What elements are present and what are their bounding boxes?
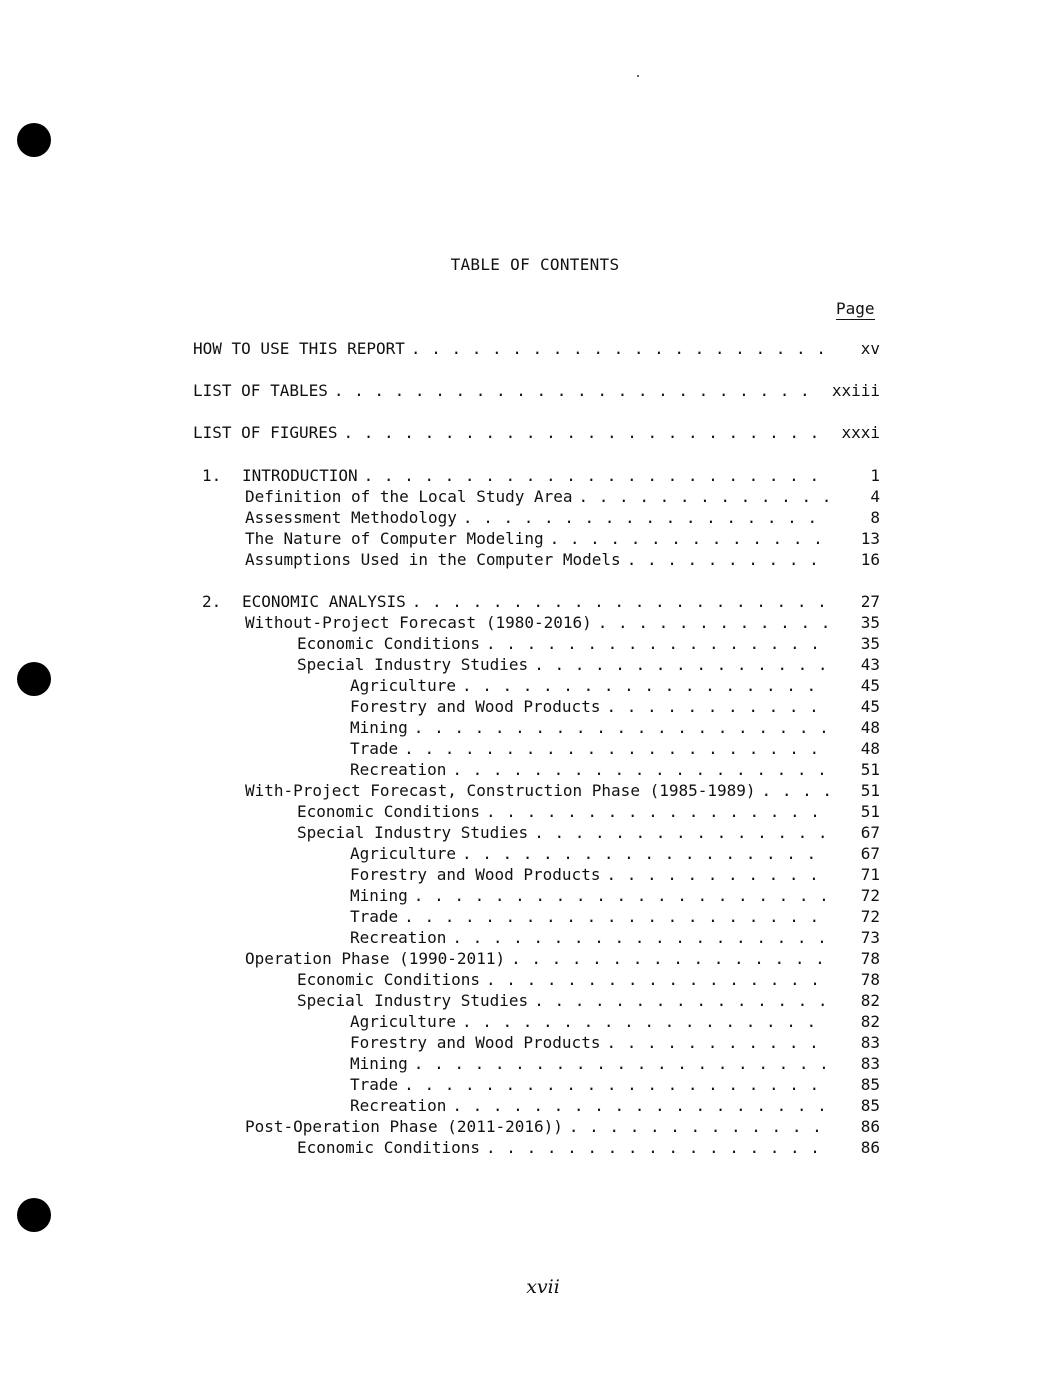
toc-entry[interactable] [193,339,880,361]
toc-entry-page: xxiii [831,381,880,400]
punch-hole-bottom [17,1198,51,1232]
dot-leader [486,634,830,653]
dot-leader [579,487,830,506]
toc-entry[interactable] [202,466,880,488]
toc-entry[interactable] [350,1075,880,1097]
toc-entry-label: Economic Conditions [297,1138,481,1157]
dot-leader [606,1033,830,1052]
toc-entry[interactable] [202,592,880,614]
toc-entry-label: Operation Phase (1990-2011) [245,949,506,968]
toc-entry[interactable] [350,760,880,782]
dot-leader [404,739,830,758]
toc-entry[interactable] [350,718,880,740]
toc-entry-label: Post-Operation Phase (2011-2016)) [245,1117,563,1136]
toc-entry[interactable] [245,550,880,572]
toc-entry-label: Economic Conditions [297,802,481,821]
toc-entry-label: Mining [350,718,408,737]
page-column-header: Page [836,299,875,318]
toc-entry-page: 86 [860,1117,880,1136]
toc-entry-page: 8 [870,508,880,527]
toc-entry[interactable] [350,865,880,887]
toc-entry-page: 48 [860,739,880,758]
toc-entry[interactable] [350,739,880,761]
toc-entry-page: 67 [860,844,880,863]
toc-entry-page: 13 [860,529,880,548]
dot-leader [486,802,830,821]
toc-entry[interactable] [297,802,880,824]
dot-leader [452,1096,830,1115]
toc-entry[interactable] [350,697,880,719]
toc-entry-label: Agriculture [350,1012,456,1031]
toc-entry-page: xxxi [841,423,880,442]
dot-leader [414,886,830,905]
toc-entry[interactable] [297,823,880,845]
dot-leader [627,550,830,569]
toc-entry[interactable] [245,487,880,509]
dot-leader [550,529,830,548]
toc-entry-label: Agriculture [350,844,456,863]
toc-entry-label: Economic Conditions [297,634,481,653]
toc-entry[interactable] [245,1117,880,1139]
dot-leader [534,991,830,1010]
toc-entry-page: 78 [860,949,880,968]
toc-entry-page: 35 [860,634,880,653]
toc-entry-page: 35 [860,613,880,632]
toc-entry-label: Economic Conditions [297,970,481,989]
toc-title: TABLE OF CONTENTS [450,255,620,274]
punch-hole-top [17,123,51,157]
dot-leader [334,381,822,400]
toc-entry[interactable] [245,529,880,551]
toc-entry-label: Assessment Methodology [245,508,457,527]
dot-leader [452,760,830,779]
toc-entry-page: 85 [860,1096,880,1115]
toc-entry-page: 51 [860,760,880,779]
toc-entry-page: 48 [860,718,880,737]
toc-entry[interactable] [297,655,880,677]
dot-leader [486,970,830,989]
toc-entry-number: 2. [202,592,222,611]
toc-entry-page: 82 [860,991,880,1010]
toc-entry-page: 4 [870,487,880,506]
toc-entry[interactable] [245,508,880,530]
dot-leader [404,1075,830,1094]
toc-entry[interactable] [193,381,880,403]
toc-entry[interactable] [350,1033,880,1055]
dot-leader [344,423,823,442]
toc-entry-page: 16 [860,550,880,569]
dot-leader [606,865,830,884]
dot-leader [534,655,830,674]
toc-entry-label: The Nature of Computer Modeling [245,529,544,548]
toc-entry-label: LIST OF TABLES [193,381,328,400]
dot-leader [452,928,830,947]
toc-entry-label: Mining [350,1054,408,1073]
toc-entry-label: Trade [350,1075,399,1094]
toc-entry-label: Forestry and Wood Products [350,1033,601,1052]
toc-entry-page: 45 [860,697,880,716]
toc-entry-page: 43 [860,655,880,674]
toc-entry-label: Special Industry Studies [297,823,529,842]
toc-entry[interactable] [245,781,880,803]
toc-entry-page: 51 [860,802,880,821]
footer-page-number: xvii [526,1276,560,1298]
toc-entry-page: 45 [860,676,880,695]
toc-entry-page: 78 [860,970,880,989]
toc-entry-label: Forestry and Wood Products [350,865,601,884]
toc-entry-label: Trade [350,907,399,926]
dot-leader [534,823,830,842]
toc-entry-label: Trade [350,739,399,758]
toc-entry-page: 85 [860,1075,880,1094]
toc-entry[interactable] [350,907,880,929]
dot-leader [462,844,830,863]
toc-entry-page: 82 [860,1012,880,1031]
toc-entry-number: 1. [202,466,222,485]
toc-entry[interactable] [297,1138,880,1160]
toc-entry-label: With-Project Forecast, Construction Phase (1985-1989) [245,781,756,800]
toc-entry[interactable] [350,1012,880,1034]
dot-leader [404,907,830,926]
toc-entry-label: Special Industry Studies [297,655,529,674]
dot-leader [486,1138,830,1157]
toc-entry-page: 73 [860,928,880,947]
toc-entry-label: HOW TO USE THIS REPORT [193,339,405,358]
toc-entry-page: 27 [860,592,880,611]
dot-leader [463,508,830,527]
toc-entry[interactable] [297,634,880,656]
dot-leader [569,1117,830,1136]
toc-entry[interactable] [350,928,880,950]
toc-entry[interactable] [350,676,880,698]
toc-entry-label: Special Industry Studies [297,991,529,1010]
toc-entry-page: 1 [870,466,880,485]
toc-entry-label: LIST OF FIGURES [193,423,338,442]
toc-entry-label: Forestry and Wood Products [350,697,601,716]
toc-entry[interactable] [350,886,880,908]
dot-leader [364,466,830,485]
dot-leader [511,949,830,968]
toc-entry[interactable] [245,613,880,635]
toc-entry-page: 51 [860,781,880,800]
dot-leader [414,1054,830,1073]
toc-entry[interactable] [350,1096,880,1118]
dot-leader [411,339,830,358]
toc-entry-label: ECONOMIC ANALYSIS [242,592,406,611]
dot-leader [462,1012,830,1031]
toc-entry-label: Recreation [350,928,447,947]
dot-leader [606,697,830,716]
toc-entry-page: 67 [860,823,880,842]
dot-leader [414,718,830,737]
paper-speck [637,75,639,77]
toc-entry-label: Definition of the Local Study Area [245,487,573,506]
toc-entry-page: 72 [860,886,880,905]
toc-entry-label: Mining [350,886,408,905]
toc-entry-page: 83 [860,1033,880,1052]
toc-entry-page: xv [860,339,880,358]
dot-leader [598,613,830,632]
dot-leader [412,592,830,611]
toc-entry-label: Recreation [350,760,447,779]
toc-entry[interactable] [297,991,880,1013]
toc-entry-label: Assumptions Used in the Computer Models [245,550,621,569]
toc-entry[interactable] [193,423,880,445]
toc-entry-label: Agriculture [350,676,456,695]
toc-entry-page: 71 [860,865,880,884]
toc-entry-page: 86 [860,1138,880,1157]
toc-entry-page: 83 [860,1054,880,1073]
toc-entry-page: 72 [860,907,880,926]
dot-leader [762,781,830,800]
toc-entry[interactable] [297,970,880,992]
dot-leader [462,676,830,695]
toc-entry-label: Without-Project Forecast (1980-2016) [245,613,592,632]
punch-hole-middle [17,662,51,696]
toc-entry-label: INTRODUCTION [242,466,358,485]
toc-entry[interactable] [245,949,880,971]
toc-entry[interactable] [350,844,880,866]
toc-entry[interactable] [350,1054,880,1076]
toc-entry-label: Recreation [350,1096,447,1115]
